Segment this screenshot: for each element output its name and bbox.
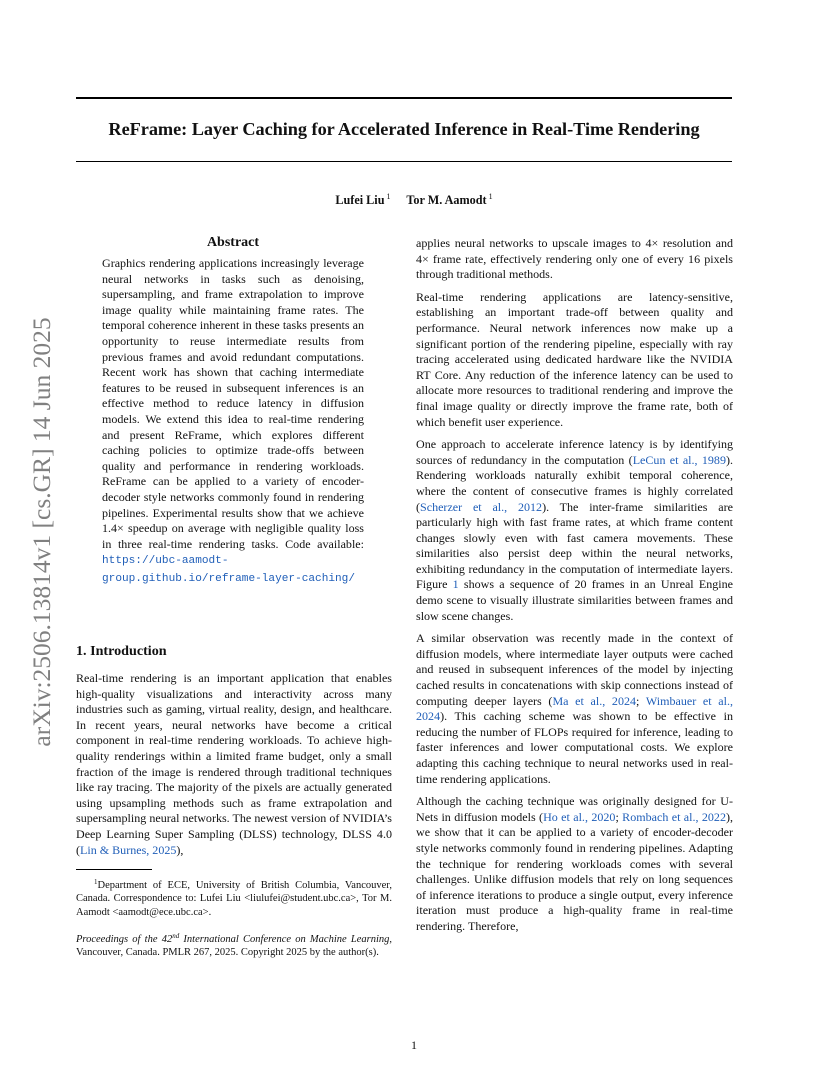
- footnote-text: Department of ECE, University of British Columbia, Vancouver, Canada. Correspondence to: Lufei Liu <liulufei@student.ubc.ca>, Tor M. Aamodt <aamodt@ece.ubc.ca>.: [76, 880, 392, 918]
- citation-link[interactable]: Rombach et al., 2022: [622, 809, 726, 824]
- page-number: 1: [411, 1038, 417, 1052]
- paragraph-text: ;: [636, 693, 646, 708]
- author-name: Lufei Liu: [335, 193, 385, 207]
- citation-link[interactable]: Wimbauer et al., 2024: [416, 693, 733, 724]
- abstract-heading: Abstract: [206, 235, 260, 250]
- paragraph-text: Real-time rendering is an important application that enables high-quality visualizations and interactivity across many industries such as gaming, virtual reality, design, and healthcare. In recent years, neural networks have become a critical component in real-time rendering workloads. To achieve high-quality renderings within a limited frame budget, only a small fraction of the image is rendered through traditional techniques like ray tracing. The majority of the pixels are actually generated using upsampling methods such as frame extrapolation and supersampling neural networks. The newest version of NVIDIA’s Deep Learning Super Sampling (DLSS) technology, DLSS 4.0 (: [76, 671, 392, 857]
- paper-title: ReFrame: Layer Caching for Accelerated Inference in Real-Time Rendering: [108, 119, 700, 139]
- figure-reference-link[interactable]: 1: [452, 577, 459, 592]
- paragraph-text: One approach to accelerate inference latency is by identifying sources of redundancy in the computation (: [416, 437, 733, 467]
- paragraph-text: Although the caching technique was originally designed for U-Nets in diffusion models (: [416, 794, 733, 824]
- arxiv-identifier: arXiv:2506.13814v1 [cs.GR] 14 Jun 2025: [27, 317, 56, 747]
- paragraph: applies neural networks to upscale images to 4× resolution and 4× frame rate, effectively rendering only one of every 16 pixels through traditional methods.: [416, 236, 733, 282]
- footnote-rule: [76, 869, 152, 870]
- proceedings-text: International Conference on Machine Learning: [179, 934, 390, 945]
- section-heading: 1. Introduction: [76, 643, 167, 659]
- intro-section: [76, 643, 392, 865]
- author-affiliation-mark: 1: [386, 192, 391, 201]
- paragraph-text: A similar observation was recently made in the context of diffusion models, where intermediate layer outputs were cached and reused in subsequent inferences of the model by injecting cached results in concatenations with skip connections instead of computing deeper layers (: [416, 631, 733, 708]
- paragraph-text: ). The inter-frame similarities are particularly high with fast frame rates, at which frame content changes slowly even with fast camera movements. These similarities also persist deep within the neural networks, exhibiting redundancy in the computation of intermediate layers. Figure: [416, 499, 733, 592]
- paragraph-text: ), we show that it can be applied to a variety of encoder-decoder style networks commonly found in rendering pipelines. Adapting the technique for rendering workloads comes with several challenges. Unlike diffusion models that rely on long sequences of inference iterations to produce a single output, every inference iteration must produce a high-quality frame in real-time rendering. Therefore,: [416, 809, 734, 933]
- paragraph-text: ;: [615, 809, 623, 824]
- proceedings-name: [76, 934, 389, 945]
- affiliation-footnote: [76, 876, 392, 919]
- paragraph-text: ). This caching scheme was shown to be effective in reducing the number of FLOPs required for inference, leading to faster inferences and lower computational costs. We explore adapting this caching technique to neural networks used in real-time rendering applications.: [416, 709, 733, 786]
- author-name: Tor M. Aamodt: [406, 193, 487, 207]
- top-rule: [76, 97, 732, 99]
- paragraph: [416, 794, 733, 934]
- paragraph: [76, 671, 392, 858]
- author-list: [0, 192, 828, 208]
- paragraph: [416, 437, 733, 624]
- paragraph: Real-time rendering applications are latency-sensitive, establishing an important trade-off between quality and performance. Neural network inferences now make up a significant portion of the rendering pipeline, especially with ray tracing accelerated using dedicated hardware like the NVIDIA RT Core. Any reduction of the inference latency can be used to allocate more resources to traditional rendering and improve the final image quality or directly improve the frame rate, both of which benefit user experience.: [416, 289, 733, 429]
- abstract-body: Graphics rendering applications increasingly leverage neural networks in tasks such as denoising, supersampling, and frame extrapolation to improve image quality while maintaining frame rates. The temporal coherence inherent in these tasks presents an opportunity to reuse intermediate results from previous frames and avoid redundant computations. Recent work has shown that caching intermediate features to be reused in subsequent inferences is an effective method to reduce latency in diffusion models. We extend this idea to real-time rendering and present ReFrame, which explores different caching policies to optimize trade-offs between quality and performance in rendering workloads. ReFrame can be applied to a variety of encoder-decoder style networks commonly found in rendering pipelines. Experimental results show that we achieve 1.4× speedup on average with negligible quality loss in three real-time rendering tasks. Code available:: [102, 256, 364, 551]
- proceedings-details: , Vancouver, Canada. PMLR 267, 2025. Copyright 2025 by the author(s).: [76, 934, 392, 959]
- proceedings-text: Proceedings of the 42: [76, 934, 173, 945]
- paragraph-text: ),: [176, 842, 184, 857]
- ordinal-suffix: nd: [172, 932, 180, 940]
- footnote-mark: 1: [94, 878, 98, 886]
- citation-link[interactable]: LeCun et al., 1989: [632, 452, 726, 467]
- citation-link[interactable]: Ho et al., 2020: [543, 809, 616, 824]
- right-column: [416, 236, 733, 942]
- paragraph-text: shows a sequence of 20 frames in an Unreal Engine demo scene to visually illustrate similarities between frames and slow scene changes.: [416, 577, 733, 623]
- paragraph-text: ). Rendering workloads naturally exhibit temporal coherence, where the content of consecutive frames is highly correlated (: [416, 452, 734, 514]
- abstract-section: [102, 235, 364, 594]
- abstract-text: [102, 256, 364, 587]
- citation-link[interactable]: Lin & Burnes, 2025: [80, 842, 177, 857]
- title-bottom-rule: [76, 161, 732, 162]
- citation-link[interactable]: Scherzer et al., 2012: [420, 499, 543, 514]
- proceedings-footnote: [76, 930, 392, 960]
- citation-link[interactable]: Ma et al., 2024: [552, 693, 637, 708]
- paragraph: [416, 631, 733, 787]
- author-affiliation-mark: 1: [488, 192, 493, 201]
- code-link[interactable]: https://ubc-aamodt-group.github.io/reframe-layer-caching/: [102, 555, 355, 585]
